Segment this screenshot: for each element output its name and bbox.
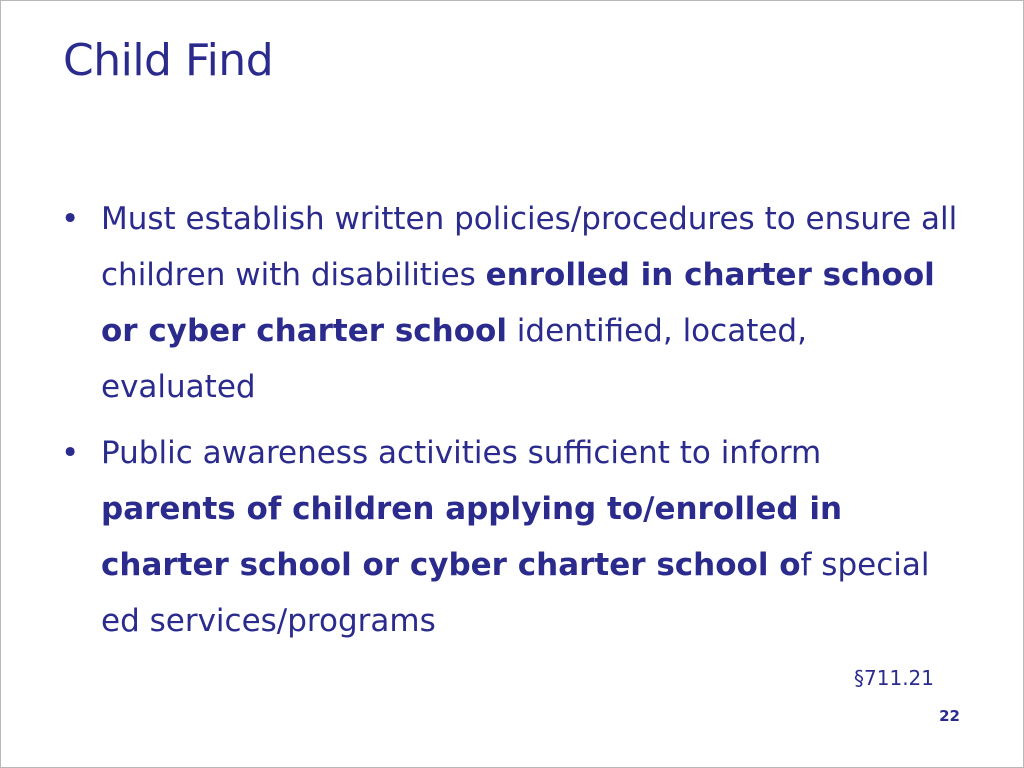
- bullet-text: Must establish written policies/procedures to ensure all children with disabilities: [101, 201, 958, 293]
- bullet-marker: •: [61, 435, 80, 471]
- slide-number: 22: [939, 707, 960, 725]
- bullet-text: Public awareness activities sufficient to inform: [101, 435, 822, 471]
- bullet-list: [61, 191, 961, 659]
- bullet-bold-text: enrolled in charter school or cyber charter school: [101, 257, 935, 349]
- bullet-item-written-policies: [61, 191, 961, 415]
- bullet-item-public-awareness: [61, 425, 961, 649]
- slide-title: Child Find: [63, 35, 274, 86]
- bullet-bold-text: parents of children applying to/enrolled in charter school or cyber charter school o: [101, 491, 843, 583]
- bullet-text-end: identified, located, evaluated: [101, 313, 807, 405]
- bullet-text-end: f special ed services/programs: [101, 547, 930, 639]
- regulation-citation: §711.21: [854, 666, 934, 690]
- bullet-marker: •: [61, 201, 80, 237]
